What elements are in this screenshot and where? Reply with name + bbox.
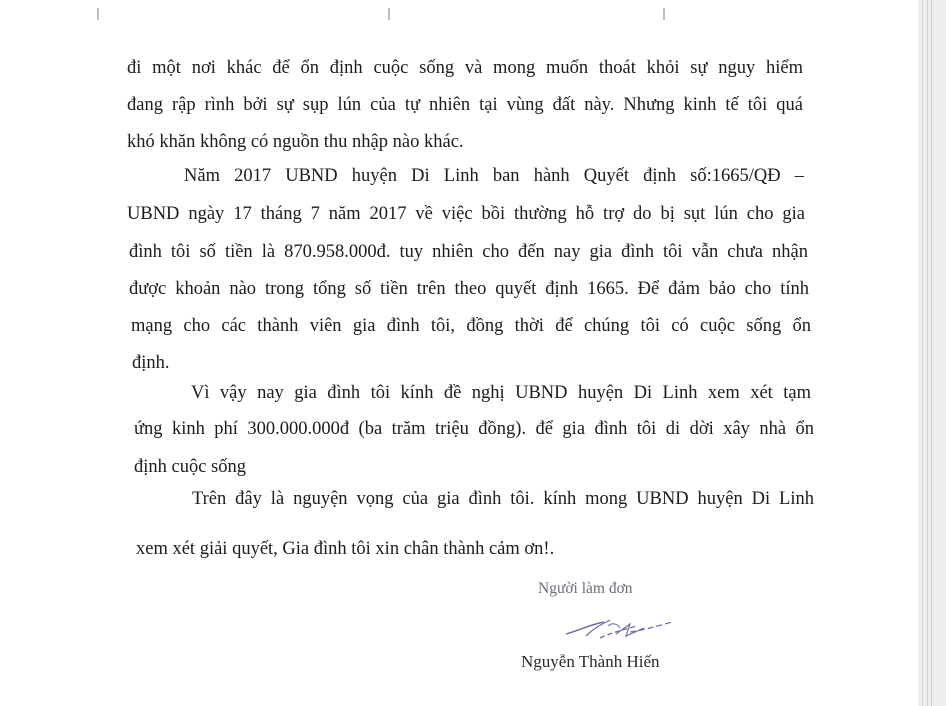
paragraph-line: Năm 2017 UBND huyện Di Linh ban hành Quyết định số:1665/QĐ – bbox=[184, 166, 804, 186]
paragraph-line: định. bbox=[132, 353, 170, 373]
paragraph-line: Trên đây là nguyện vọng của gia đình tôi. kính mong UBND huyện Di Linh bbox=[192, 489, 814, 509]
paragraph-line: đang rập rình bởi sự sụp lún của tự nhiên tại vùng đất này. Nhưng kinh tế tôi quá bbox=[127, 95, 803, 115]
signature-image bbox=[560, 612, 680, 646]
signer-name: Nguyễn Thành Hiến bbox=[521, 652, 660, 671]
scan-edge bbox=[918, 0, 946, 706]
paragraph-line: ứng kinh phí 300.000.000đ (ba trăm triệu đồng). để gia đình tôi di dời xây nhà ổn bbox=[134, 419, 814, 439]
paragraph-line: mạng cho các thành viên gia đình tôi, đồng thời để chúng tôi có cuộc sống ổn bbox=[131, 316, 811, 336]
paragraph-line: đi một nơi khác để ổn định cuộc sống và mong muốn thoát khỏi sự nguy hiểm bbox=[127, 58, 803, 78]
scan-mark bbox=[97, 8, 99, 20]
paragraph-line: xem xét giải quyết, Gia đình tôi xin chân thành cảm ơn!. bbox=[136, 539, 555, 559]
paragraph-line: Vì vậy nay gia đình tôi kính đề nghị UBND huyện Di Linh xem xét tạm bbox=[191, 383, 811, 403]
scan-mark bbox=[388, 8, 390, 20]
paragraph-line: khó khăn không có nguồn thu nhập nào khác. bbox=[127, 132, 464, 152]
signer-title: Người làm đơn bbox=[538, 580, 633, 597]
paragraph-line: được khoản nào trong tổng số tiền trên theo quyết định 1665. Để đảm bảo cho tính bbox=[129, 279, 809, 299]
paragraph-line: định cuộc sống bbox=[134, 457, 247, 477]
scan-mark bbox=[663, 8, 665, 20]
paragraph-line: đình tôi số tiền là 870.958.000đ. tuy nhiên cho đến nay gia đình tôi vẫn chưa nhận bbox=[129, 242, 808, 262]
paragraph-line: UBND ngày 17 tháng 7 năm 2017 về việc bồi thường hỗ trợ do bị sụt lún cho gia bbox=[127, 204, 805, 224]
